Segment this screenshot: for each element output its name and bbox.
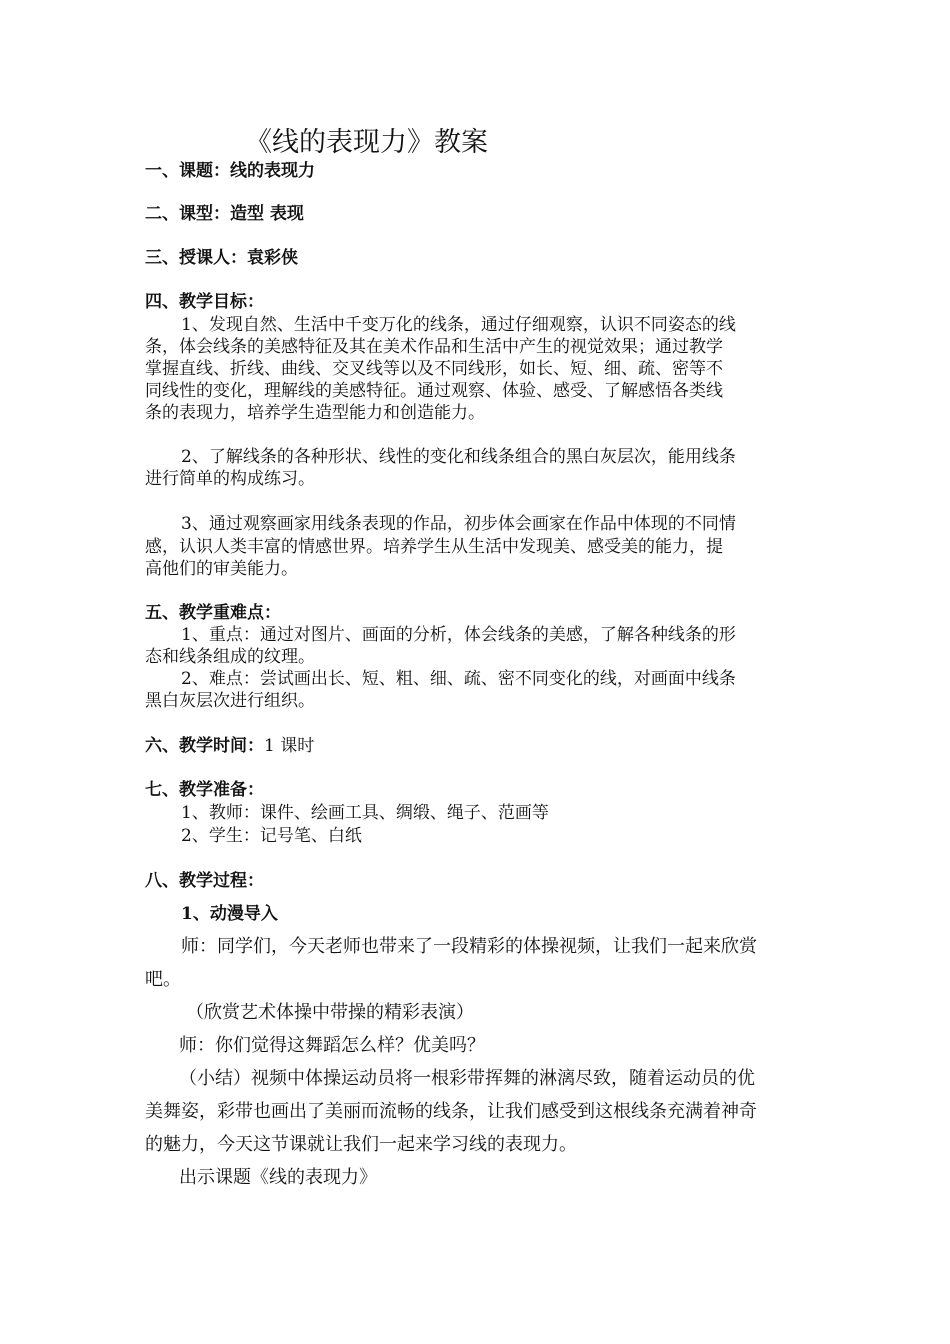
section-teacher-label: 三、授课人：: [145, 248, 247, 268]
section-lesson-type: [145, 203, 304, 225]
section-teacher-value: 袁彩侠: [247, 248, 298, 268]
section-teacher: [145, 247, 298, 269]
process-line: 吧。: [145, 969, 181, 990]
objectives-p1-line: 条的表现力，培养学生造型能力和创造能力。: [145, 403, 485, 423]
key-points-line: 1、重点：通过对图片、画面的分析，体会线条的美感，了解各种线条的形: [181, 625, 736, 645]
process-line: 师：同学们，今天老师也带来了一段精彩的体操视频，让我们一起来欣赏: [181, 936, 757, 957]
section-time-value: 1 课时: [264, 736, 315, 756]
process-line: （欣赏艺术体操中带操的精彩表演）: [186, 1002, 474, 1023]
document-title: 《线的表现力》教案: [245, 127, 488, 158]
section-key-points-heading: 五、教学重难点：: [145, 603, 281, 623]
objectives-p3-line: 高他们的审美能力。: [145, 559, 298, 579]
objectives-p2-line: 2、了解线条的各种形状、线性的变化和线条组合的黑白灰层次，能用线条: [181, 447, 736, 467]
process-line: （小结）视频中体操运动员将一根彩带挥舞的淋漓尽致，随着运动员的优: [179, 1068, 755, 1089]
process-step-title: 1、动漫导入: [181, 904, 278, 924]
objectives-p3-line: 感，认识人类丰富的情感世界。培养学生从生活中发现美、感受美的能力，提: [145, 537, 723, 557]
process-line: 的魅力，今天这节课就让我们一起来学习线的表现力。: [145, 1134, 577, 1155]
objectives-p2-line: 进行简单的构成练习。: [145, 469, 315, 489]
section-preparation-heading: 七、教学准备：: [145, 780, 264, 800]
section-time-label: 六、教学时间：: [145, 736, 264, 756]
section-objectives-heading: 四、教学目标：: [145, 292, 264, 312]
section-subject-value: 线的表现力: [230, 161, 315, 181]
process-line: 美舞姿，彩带也画出了美丽而流畅的线条，让我们感受到这根线条充满着神奇: [145, 1101, 757, 1122]
objectives-p1-line: 掌握直线、折线、曲线、交叉线等以及不同线形，如长、短、细、疏、密等不: [145, 359, 723, 379]
objectives-p1-line: 同线性的变化，理解线的美感特征。通过观察、体验、感受、了解感悟各类线: [145, 381, 723, 401]
section-process-heading: 八、教学过程：: [145, 871, 264, 891]
preparation-item: 2、学生：记号笔、白纸: [181, 826, 362, 846]
preparation-item: 1、教师：课件、绘画工具、绸缎、绳子、范画等: [181, 803, 549, 823]
section-lesson-type-label: 二、课型：: [145, 204, 230, 224]
difficult-points-line: 2、难点：尝试画出长、短、粗、细、疏、密不同变化的线，对画面中线条: [181, 669, 736, 689]
key-points-line: 态和线条组成的纹理。: [145, 647, 315, 667]
section-time: [145, 735, 314, 757]
section-subject: [145, 160, 315, 182]
objectives-p1-line: 1、发现自然、生活中千变万化的线条，通过仔细观察，认识不同姿态的线: [181, 315, 736, 335]
process-line: 出示课题《线的表现力》: [179, 1167, 377, 1188]
process-line: 师：你们觉得这舞蹈怎么样？优美吗？: [179, 1035, 485, 1056]
difficult-points-line: 黑白灰层次进行组织。: [145, 691, 315, 711]
objectives-p3-line: 3、通过观察画家用线条表现的作品，初步体会画家在作品中体现的不同情: [181, 514, 736, 534]
section-subject-label: 一、课题：: [145, 161, 230, 181]
section-lesson-type-value: 造型 表现: [230, 204, 304, 224]
objectives-p1-line: 条，体会线条的美感特征及其在美术作品和生活中产生的视觉效果；通过教学: [145, 337, 723, 357]
